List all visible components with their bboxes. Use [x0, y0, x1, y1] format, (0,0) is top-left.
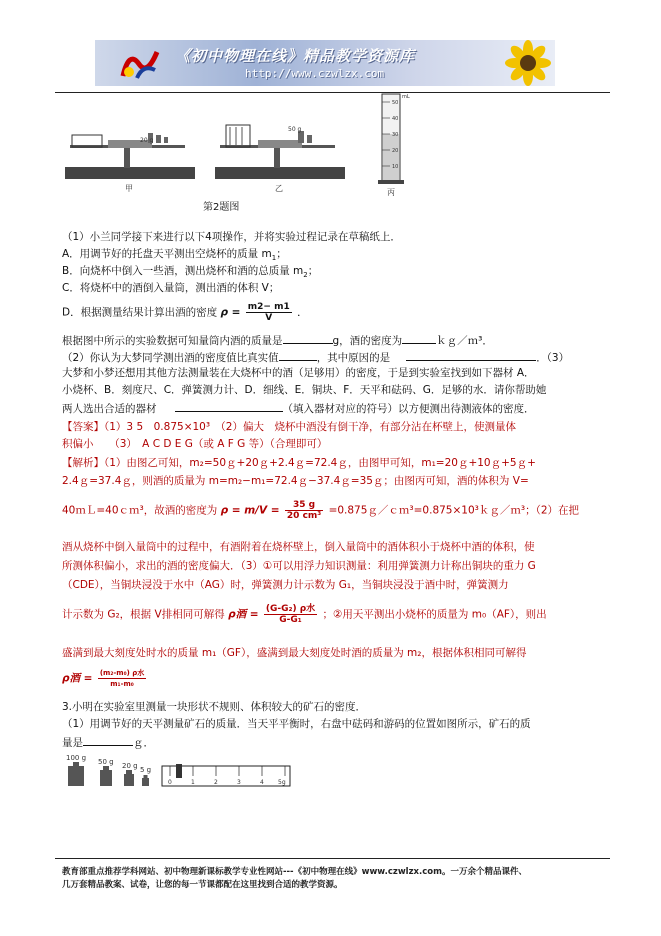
analysis-line-1: 【解析】（1）由图乙可知，m₂=50ｇ+20ｇ+2.4ｇ=72.4ｇ，由图甲可知，m₁=20ｇ+10ｇ+5ｇ+ — [62, 457, 536, 469]
q2-step-d: D．根据测量结果计算出酒的密度 ρ = $\frac{m2- m1}{V}$ ． — [62, 302, 308, 323]
q2-step-a: A．用调节好的托盘天平测出空烧杯的质量 $m_1$； — [62, 248, 287, 263]
figure-label-yi: 乙 — [275, 184, 283, 193]
cylinder-unit: mL — [402, 94, 410, 100]
figure-label-jia: 甲 — [125, 184, 133, 193]
footer-rule — [55, 858, 610, 859]
analysis-line-8: 盛满到最大刻度处时水的质量 m₁（GF），盛满到最大刻度处时酒的质量为 m₂，根据体积相同可解得 — [62, 647, 527, 659]
q2-part2-line: （2）你认为大梦同学测出酒的密度值比真实值 ，其中原因的是 ．（3） — [62, 349, 602, 365]
sunflower-icon — [500, 40, 555, 86]
q2-step-c: C．将烧杯中的酒倒入量筒，测出酒的体积 V； — [62, 282, 280, 294]
figure-caption: 第2题图 — [203, 202, 240, 213]
answer-line-2: 积偏小 （3） A C D E G（或 A F G 等）（合理即可） — [62, 438, 328, 450]
header-banner — [95, 40, 555, 86]
answer-blank-reason[interactable] — [406, 349, 536, 361]
answer-blank-ore-mass[interactable] — [83, 734, 133, 746]
q2-part3-line-1: 大梦和小梦还想用其他方法测量装在大烧杯中的酒（足够用）的密度，于是到实验室找到如下器材 A． — [62, 367, 535, 379]
analysis-line-4: 酒从烧杯中倒入量筒中的过程中，有酒附着在烧杯壁上，倒入量筒中的酒体积小于烧杯中酒的体积，使 — [62, 541, 535, 553]
weight-label-50g: 50 g — [288, 126, 302, 133]
analysis-line-5: 所测体积偏小，求出的酒的密度偏大．（3）①可以用浮力知识测量：利用弹簧测力计称出铜块的重力 G — [62, 560, 536, 572]
answer-blank-mass[interactable] — [283, 332, 333, 344]
analysis-line-6: （CDE），当铜块浸没于水中（AG）时，弹簧测力计示数为 G₁，当铜块浸没于酒中时，弹簧测力 — [62, 579, 509, 591]
cylinder-tick-20: 20 — [392, 148, 399, 154]
graduated-cylinder — [372, 90, 412, 200]
balance-figures — [60, 95, 400, 195]
q2-part3-line-2: 小烧杯、B．刻度尺、C．弹簧测力计、D．细线、E．铜块、F．天平和砝码、G．足够的水．请你帮助她 — [62, 384, 547, 396]
q2-part3-line-3: 两人选出合适的器材 （填入器材对应的符号）以方便测出待测液体的密度． — [62, 400, 602, 416]
analysis-line-3: 40ｍＬ=40ｃｍ³，故酒的密度为 ρ = m/V = $\frac{35 g}{\text{20 cm³}}$ =0.875ｇ／ｃｍ³=0.875×10³ｋｇ／ｍ³；（2）在把 — [62, 500, 579, 521]
analysis-line-2: 2.4ｇ=37.4ｇ，则酒的质量为 m=m₂−m₁=72.4ｇ−37.4ｇ=35ｇ；由图丙可知，酒的体积为 V= — [62, 475, 529, 487]
scale-tick-5g: 5g — [278, 779, 286, 786]
analysis-line-9: ρ酒 = $\frac{\text{(m₂-m₀) ρ水}}{\text{m₁-m₀}}$ — [62, 669, 145, 688]
rider-marker — [176, 764, 182, 778]
scale-tick-3: 3 — [237, 779, 241, 786]
q3-line-2: 量是 ｇ． — [62, 734, 602, 750]
answer-blank-equipment[interactable] — [175, 400, 283, 412]
answer-line-1: 【答案】（1）3 5 0.875×10³ （2）偏大 烧杯中酒没有倒干净，有部分沾在杯壁上，使测量体 — [62, 421, 516, 433]
q3-title: 3.小明在实验室里测量一块形状不规则、体积较大的矿石的密度． — [62, 701, 367, 713]
scale-tick-1: 1 — [191, 779, 195, 786]
logo-icon — [117, 44, 161, 82]
cylinder-tick-30: 30 — [392, 132, 399, 138]
weight-50g: 50 g — [98, 758, 114, 766]
cylinder-tick-50: 50 — [392, 100, 399, 106]
q2-step-b: B．向烧杯中倒入一些酒，测出烧杯和酒的总质量 $m_2$； — [62, 265, 319, 280]
figure-label-bing: 丙 — [387, 188, 395, 197]
q3-line-1: （1）用调节好的天平测量矿石的质量．当天平平衡时，右盘中砝码和游码的位置如图所示，矿石的质 — [62, 718, 531, 730]
weight-5g: 5 g — [140, 766, 152, 774]
footer-line-2: 几万套精品教案、试卷，让您的每一节课都配在这里找到合适的教学资源。 — [62, 880, 343, 890]
answer-blank-bias[interactable] — [279, 349, 317, 361]
footer-line-1: 教育部重点推荐学科网站、初中物理新课标教学专业性网站---《初中物理在线》www.czwlzx.com。一万余个精品课件、 — [62, 867, 527, 877]
scale-tick-2: 2 — [214, 779, 218, 786]
weight-100g: 100 g — [66, 754, 87, 762]
weights-figure — [60, 752, 300, 792]
header-title: 《初中物理在线》精品教学资源库 — [175, 47, 416, 65]
q2-result-line: 根据图中所示的实验数据可知量筒内酒的质量是 g，酒的密度为 ｋｇ／ｍ³． — [62, 332, 602, 348]
cylinder-tick-40: 40 — [392, 116, 399, 122]
header-rule — [55, 92, 610, 93]
scale-tick-0: 0 — [168, 779, 172, 786]
analysis-line-7: 计示数为 G₂，根据 V排相同可解得 ρ酒 = $\frac{\text{(G-G₂) ρ水}}{\text{G-G₁}}$ ；②用天平测出小烧杯的质量为 m₀（AF），则出 — [62, 604, 547, 625]
header-url[interactable]: http://www.czwlzx.com — [245, 67, 385, 80]
q2-intro: （1）小兰同学接下来进行以下4项操作，并将实验过程记录在草稿纸上． — [62, 231, 401, 243]
balance-yi — [215, 125, 345, 179]
balance-jia — [65, 133, 195, 179]
weight-20g: 20 g — [122, 762, 138, 770]
scale-tick-4: 4 — [260, 779, 264, 786]
cylinder-tick-10: 10 — [392, 164, 399, 170]
weight-label-20g: 20 g — [140, 137, 154, 144]
answer-blank-density[interactable] — [402, 332, 436, 344]
